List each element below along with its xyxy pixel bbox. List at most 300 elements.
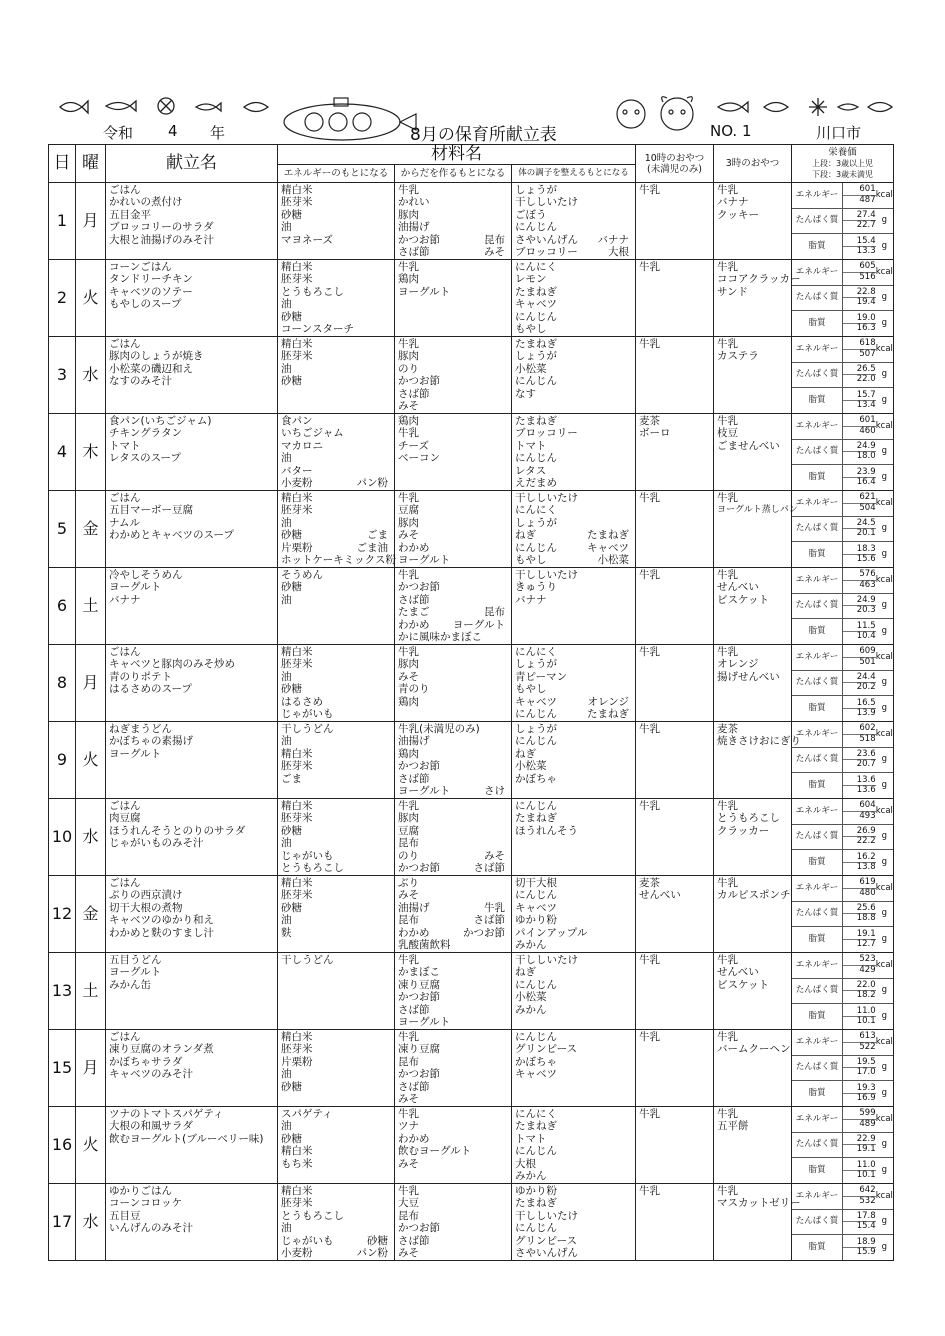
energy-unit: kcal [876,1184,893,1209]
nutrition-label: 栄養価 [828,147,857,158]
ingredient-line [515,1158,633,1170]
ingredient-line [281,812,392,824]
ingredient-line [398,773,509,785]
dish-name: みかん缶 [109,978,151,991]
col-menu: 献立名 [106,145,278,183]
energy-unit: kcal [876,953,893,978]
ingredient-line [398,427,509,439]
snack3-cell [714,568,792,645]
nutrition-value: 604 [843,801,876,812]
ingredient-line [398,338,509,350]
ingredient-line [398,350,509,362]
ingredient-line [515,889,633,901]
protein-values [843,516,876,542]
menu-day-row [49,568,894,645]
ingredient-line [281,338,392,350]
ingredient-line [281,261,392,273]
ingredient: さば節 [398,387,430,400]
ingredient: 小松菜 [515,991,547,1004]
ingredient-line [281,800,392,812]
ingredient: 凍り豆腐 [398,1043,440,1056]
snack3-cell [714,645,792,722]
nutrition-value: 18.0 [856,451,876,462]
dish-name: 五目豆 [109,1209,141,1222]
ingredient: 油揚げ [398,221,430,234]
ingredient-line [281,504,392,516]
protein-label: たんぱく質 [792,516,843,542]
snack3-cell [714,183,792,260]
nutrition-value: 27.4 [843,211,876,222]
weekday: 木 [76,414,106,491]
ingredient-line [281,1081,392,1093]
protein-label: たんぱく質 [792,978,843,1004]
ingredient-line [515,388,633,400]
day-number: 2 [49,260,76,337]
menu-cell [106,645,278,722]
ingredient: 牛乳(未満児のみ) [398,723,480,735]
ingredient: 精白米 [281,1145,313,1158]
ingredient-line [398,492,509,504]
ingredient-line [398,1043,509,1055]
dish-name: 五目うどん [109,954,162,966]
menu-day-row [49,1107,894,1184]
ingredient-line [281,1247,392,1259]
ingredient: 砂糖 [281,1080,302,1093]
fat-values [843,542,876,567]
protein-unit: g [876,670,893,696]
energy-unit: kcal [876,491,893,516]
fat-label: 脂質 [808,1010,826,1021]
ingredient-line [515,1170,633,1182]
body-ingredients-cell [395,414,512,491]
energy-ingredients-cell [278,1107,395,1184]
ingredient-line [281,1235,392,1247]
ingredient: しょうが [515,350,557,363]
ingredient: 牛乳 [398,800,419,812]
condition-ingredients-cell [512,876,636,953]
ingredient: さやいんげん [515,1247,578,1260]
nutrition-value: 25.6 [843,904,876,915]
ingredient-line [398,1197,509,1209]
menu-cell [106,337,278,414]
nutrition-value: 24.9 [843,596,876,607]
snack-item: 牛乳 [717,261,739,273]
dish-name: 五目マーボー豆腐 [109,504,193,517]
nutrition-values [792,1107,893,1183]
dish-name: ヨーグルト [109,581,162,594]
energy-values [843,1107,876,1132]
ingredient: にんじん [515,541,557,554]
ingredient-line [398,363,509,375]
nutrition-value: 20.2 [856,682,876,693]
protein-values [843,670,876,696]
ingredient: バナナ [515,593,547,606]
snack-item: ココアクラッカー [717,273,801,286]
nutrition-value: 493 [859,810,876,821]
energy-values [843,953,876,978]
snack10-cell [636,722,714,799]
dish-name: コーンごはん [109,261,172,273]
ingredient-line [281,1120,392,1132]
ingredient-line [398,569,509,581]
ingredient: 砂糖 [281,824,302,837]
ingredient-line [281,542,392,554]
ingredient: にんじん [515,375,557,388]
snack-item: 牛乳 [717,184,739,196]
energy-label: エネルギー [792,1107,843,1132]
ingredient: かつお節 [398,862,440,875]
nutrition-value: 16.2 [843,853,876,864]
ingredient-line [398,671,509,683]
ingredient: 昆布 [398,837,419,850]
ingredient-line [398,542,509,554]
body-ingredients-cell [395,568,512,645]
energy-values [843,491,876,516]
body-ingredients-cell [395,1030,512,1107]
protein-unit: g [876,901,893,927]
ingredient: ヨーグルト [398,785,451,798]
nutrition-value: 22.8 [843,288,876,299]
energy-values [843,183,876,208]
ingredient-line [515,1185,633,1197]
ingredient: みそ [484,849,505,862]
snack-item: 枝豆 [717,427,739,440]
protein-values [843,208,876,234]
protein-values [843,285,876,311]
snack-item: カステラ [717,350,759,363]
ingredient-line [281,1043,392,1055]
nutrition-cell [792,722,894,799]
ingredient-line [515,812,633,824]
ingredient-line [398,825,509,837]
nutrition-cell [792,876,894,953]
ingredient-line [515,825,633,837]
ingredient: グリンピース [515,1043,578,1056]
ingredient: しょうが [515,723,557,735]
energy-values [843,1030,876,1055]
ingredient: かに風味かまぼこ [398,631,482,644]
ingredient-line [515,415,633,427]
weekday: 水 [76,337,106,414]
ingredient-line [281,465,392,477]
fat-unit: g [881,856,888,867]
condition-ingredients-cell [512,799,636,876]
ingredient: みそ [398,1157,419,1170]
nutrition-cell [792,1030,894,1107]
ingredient: もやし [515,683,547,696]
ingredient: ベーコン [398,452,440,465]
menu-cell [106,491,278,568]
protein-unit: g [876,978,893,1004]
ingredient-line [515,954,633,966]
ingredient-line [281,184,392,196]
nutrition-value: 601 [843,416,876,427]
ingredient-line [398,581,509,593]
fat-label: 脂質 [808,240,826,251]
ingredient-line [398,529,509,541]
snack10-note: (未満児のみ) [647,163,702,175]
fat-unit: g [881,1164,888,1175]
ingredient: もやし [515,323,547,336]
day-number: 10 [49,799,76,876]
ingredient-line [281,1210,392,1222]
ingredient: さば節 [473,914,505,927]
nutrition-values [792,953,893,1029]
ingredient: ぶり [398,877,419,889]
ingredient: ヨーグルト [398,1016,451,1029]
energy-ingredients-cell [278,568,395,645]
ingredient-line [515,477,633,489]
ingredient: ごま [281,772,302,785]
ingredient-line [281,273,392,285]
energy-label: エネルギー [792,722,843,747]
nutrition-value: 522 [859,1041,876,1052]
ingredient-line [398,1120,509,1132]
ingredient-line [281,452,392,464]
ingredient: 飲むヨーグルト [398,1145,472,1158]
protein-values [843,1132,876,1158]
fat-unit: g [881,625,888,636]
ingredient: 油 [281,1068,292,1081]
ingredient-line [515,1068,633,1080]
ingredient-line [281,415,392,427]
ingredient: バター [281,464,313,477]
ingredient-line [281,477,392,489]
fat-label: 脂質 [808,933,826,944]
energy-unit: kcal [876,337,893,362]
ingredient: 油 [281,593,292,606]
ingredient-line [398,683,509,695]
ingredient: 精白米 [281,877,313,889]
ingredient-line [398,517,509,529]
ingredient: 牛乳 [398,184,419,196]
ingredient-line [281,363,392,375]
ingredient: たまご [398,606,430,619]
condition-ingredients-cell [512,1184,636,1261]
energy-label: エネルギー [792,414,843,439]
ingredient: にんにく [515,646,557,658]
ingredient: 精白米 [281,646,313,658]
fat-label: 脂質 [808,471,826,482]
fat-values [843,388,876,413]
energy-label: エネルギー [792,491,843,516]
fat-unit: g [881,1010,888,1021]
ingredient-line [515,877,633,889]
snack-item: 揚げせんべい [717,670,780,683]
ingredient-line [281,375,392,387]
fat-values [843,773,876,798]
body-ingredients-cell [395,1107,512,1184]
energy-unit: kcal [876,183,893,208]
fat-unit: g [881,471,888,482]
ingredient-line [281,581,392,593]
ingredient: 油揚げ [398,735,430,748]
nutrition-value: 15.7 [843,391,876,402]
ingredient-line [398,1247,509,1259]
ingredient-line [398,1108,509,1120]
protein-label: たんぱく質 [792,1132,843,1158]
ingredient-line [515,273,633,285]
ingredient: にんじん [515,1145,557,1158]
ingredient-line [515,966,633,978]
day-number: 3 [49,337,76,414]
ingredient: 豚肉 [398,516,419,529]
fat-label: 脂質 [808,317,826,328]
ingredient: かつお節 [398,581,440,594]
ingredient-line [398,889,509,901]
ingredient-line [515,375,633,387]
nutrition-value: 642 [843,1186,876,1197]
ingredient: ねぎ [515,529,536,542]
nutrition-values [792,645,893,721]
nutrition-value: 10.4 [856,631,876,642]
protein-values [843,1055,876,1081]
energy-values [843,722,876,747]
ingredient-line [515,658,633,670]
ingredient: はるさめ [281,695,323,708]
menu-day-row [49,722,894,799]
ingredient: 精白米 [281,184,313,196]
snack-item: 牛乳 [717,646,739,658]
dish-name: キャベツのゆかり和え [109,914,214,927]
ingredient-line [398,939,509,951]
protein-unit: g [876,1209,893,1235]
ingredient-line [515,735,633,747]
ingredient: 胚芽米 [281,1197,313,1210]
ingredient: しょうが [515,658,557,671]
ingredient: グリンピース [515,1234,578,1247]
protein-values [843,1209,876,1235]
ingredient: 片栗粉 [281,1055,313,1068]
energy-ingredients-cell [278,953,395,1030]
dish-name: ゆかりごはん [109,1185,172,1197]
ingredient-line [398,1210,509,1222]
nutrition-value: 15.4 [856,1221,876,1232]
ingredient-line [515,1120,633,1132]
nutrition-value: 19.1 [856,1144,876,1155]
menu-day-row [49,414,894,491]
fat-label: 脂質 [808,625,826,636]
ingredient-line [398,914,509,926]
dish-name: 小松菜の磯辺和え [109,362,193,375]
fat-label: 脂質 [808,1164,826,1175]
ingredient-line [281,517,392,529]
nutrition-value: 518 [859,733,876,744]
dish-name: ブロッコリーのサラダ [109,221,214,234]
ingredient: 牛乳 [398,338,419,350]
ingredient: 油 [281,1120,292,1133]
ingredient-line [281,696,392,708]
ingredient-line [515,800,633,812]
ingredient-line [281,529,392,541]
ingredient: 胚芽米 [281,812,313,825]
dish-name: 五目金平 [109,208,151,221]
ingredient: 干ししいたけ [515,954,578,966]
ingredient: にんにく [515,1108,557,1120]
ingredient: 胚芽米 [281,658,313,671]
protein-values [843,978,876,1004]
day-number: 13 [49,953,76,1030]
energy-ingredients-cell [278,414,395,491]
menu-day-row [49,491,894,568]
protein-label: たんぱく質 [792,901,843,927]
dish-name: 冷やしそうめん [109,569,183,581]
ingredient-line [281,748,392,760]
ingredient: 砂糖 [281,1132,302,1145]
snack10-cell [636,645,714,722]
ingredient-line [398,1235,509,1247]
weekday: 火 [76,260,106,337]
ingredient-line [398,504,509,516]
ingredient-line [398,184,509,196]
ingredient: マカロニ [281,439,323,452]
ingredient-line [398,234,509,246]
fat-label: 脂質 [808,1241,826,1252]
ingredient: キャベツ [515,298,557,311]
body-ingredients-cell [395,260,512,337]
nutrition-value: 24.4 [843,673,876,684]
snack-item: サンド [717,285,748,298]
ingredient: パインアップル [515,926,588,939]
snack-item: 麦茶 [639,877,661,889]
ingredient: たまねぎ [515,415,557,427]
page-header [48,92,898,144]
ingredient: スパゲティ [281,1108,333,1120]
nutrition-value: 22.0 [843,981,876,992]
ingredient-line [281,196,392,208]
fat-label: 脂質 [808,548,826,559]
protein-label: たんぱく質 [792,824,843,850]
condition-ingredients-cell [512,260,636,337]
nutrition-values [792,799,893,875]
ingredient: のり [398,849,419,862]
menu-cell [106,722,278,799]
snack10-cell [636,260,714,337]
ingredient: みかん [515,1170,547,1183]
ingredient-line [398,619,509,631]
protein-values [843,824,876,850]
ingredient-line [515,581,633,593]
protein-unit: g [876,208,893,234]
snack-item: 牛乳 [639,800,661,812]
ingredient: かつお節 [398,991,440,1004]
nutrition-value: 619 [843,878,876,889]
ingredient-line [398,1093,509,1105]
ingredient: 鶏肉 [398,747,419,760]
ingredient-line [398,388,509,400]
dish-name: かぼちゃの素揚げ [109,735,193,748]
ingredient-line [281,954,392,966]
nutrition-value: 460 [859,425,876,436]
ingredient: さば節 [398,1003,430,1016]
snack-item: 五平餅 [717,1120,749,1133]
nutrition-value: 507 [859,348,876,359]
ingredient-line [515,427,633,439]
ingredient: ごま油 [356,541,388,554]
ingredient: 砂糖 [367,1234,388,1247]
ingredient-line [281,1133,392,1145]
protein-unit: g [876,439,893,465]
ingredient-line [398,1222,509,1234]
nutrition-value: 576 [843,570,876,581]
snack3-cell [714,799,792,876]
energy-label: エネルギー [792,953,843,978]
ingredient: 小松菜 [515,760,547,773]
ingredient-line [515,440,633,452]
protein-unit: g [876,593,893,619]
dish-name: 豚肉のしょうが焼き [109,350,204,363]
ingredient-line [398,850,509,862]
